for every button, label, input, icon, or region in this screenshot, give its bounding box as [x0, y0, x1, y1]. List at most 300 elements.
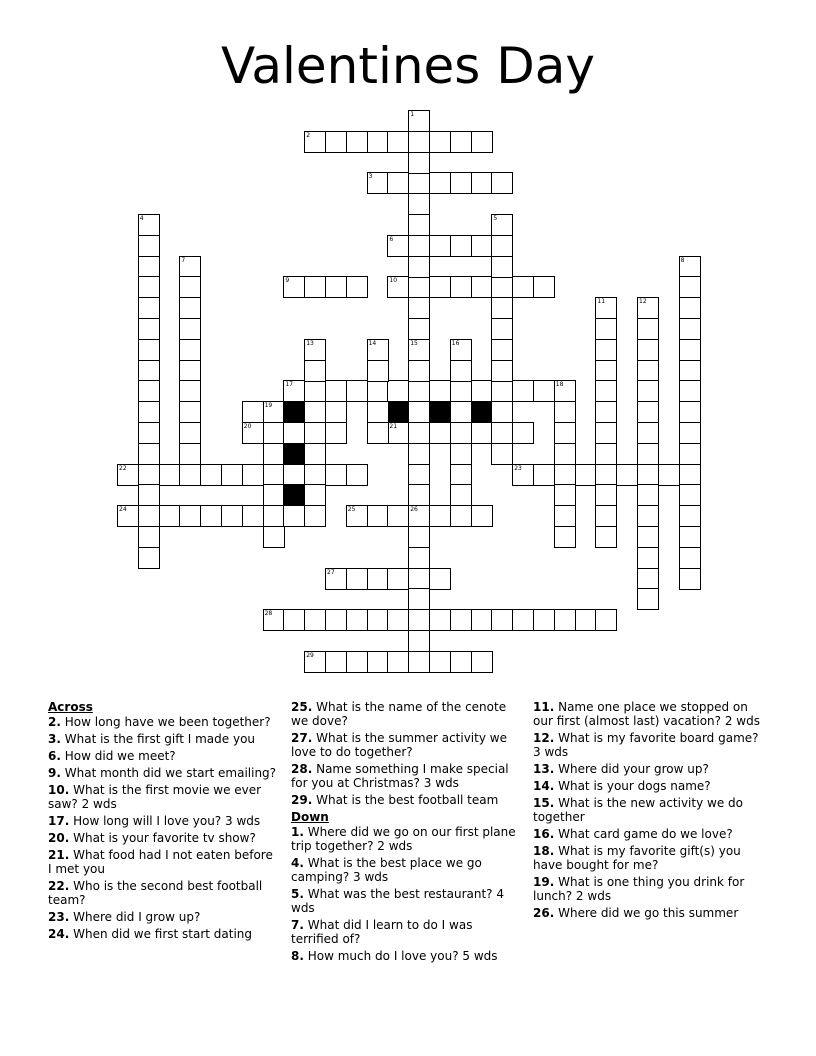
crossword-cell[interactable]: [679, 401, 701, 423]
crossword-cell[interactable]: [304, 484, 326, 506]
crossword-cell[interactable]: [283, 505, 305, 527]
crossword-cell[interactable]: [367, 360, 389, 382]
crossword-cell[interactable]: [387, 505, 409, 527]
crossword-cell[interactable]: [408, 360, 430, 382]
crossword-cell[interactable]: [450, 464, 472, 486]
crossword-cell[interactable]: [554, 526, 576, 548]
crossword-cell[interactable]: [637, 547, 659, 569]
crossword-cell[interactable]: [325, 380, 347, 402]
crossword-cell[interactable]: [408, 630, 430, 652]
crossword-cell[interactable]: [637, 339, 659, 361]
crossword-cell[interactable]: [263, 401, 285, 423]
clue-number: 6.: [48, 749, 61, 763]
crossword-cell[interactable]: [554, 443, 576, 465]
crossword-cell[interactable]: [408, 568, 430, 590]
crossword-cell[interactable]: [179, 360, 201, 382]
grid-number: 6: [389, 235, 394, 243]
crossword-cell[interactable]: [367, 505, 389, 527]
crossword-cell[interactable]: [450, 422, 472, 444]
crossword-cell[interactable]: [429, 422, 451, 444]
crossword-cell[interactable]: [679, 484, 701, 506]
grid-number: 13: [306, 339, 314, 347]
crossword-cell[interactable]: [367, 651, 389, 673]
crossword-cell[interactable]: [346, 131, 368, 153]
crossword-cell[interactable]: [679, 318, 701, 340]
crossword-cell[interactable]: [179, 380, 201, 402]
crossword-cell[interactable]: [679, 443, 701, 465]
clue-text: What is your favorite tv show?: [73, 831, 256, 845]
crossword-cell[interactable]: [491, 297, 513, 319]
crossword-cell[interactable]: [491, 235, 513, 257]
clue-item: [48, 749, 280, 763]
crossword-cell[interactable]: [595, 380, 617, 402]
crossword-cell[interactable]: [554, 484, 576, 506]
crossword-cell[interactable]: [346, 568, 368, 590]
clue-number: 1.: [291, 825, 304, 839]
crossword-cell[interactable]: [450, 505, 472, 527]
crossword-cell[interactable]: [429, 276, 451, 298]
crossword-cell[interactable]: [595, 360, 617, 382]
clues-column-3: [533, 700, 765, 923]
crossword-cell[interactable]: [138, 276, 160, 298]
crossword-block: [283, 401, 305, 423]
crossword-cell[interactable]: [637, 401, 659, 423]
crossword-cell[interactable]: [283, 380, 305, 402]
crossword-cell[interactable]: [325, 276, 347, 298]
crossword-cell[interactable]: [179, 464, 201, 486]
grid-number: 23: [514, 464, 522, 472]
crossword-cell[interactable]: [179, 422, 201, 444]
crossword-cell[interactable]: [595, 484, 617, 506]
crossword-cell[interactable]: [367, 568, 389, 590]
crossword-cell[interactable]: [283, 609, 305, 631]
crossword-cell[interactable]: [679, 256, 701, 278]
crossword-cell[interactable]: [367, 609, 389, 631]
crossword-cell[interactable]: [242, 401, 264, 423]
crossword-cell[interactable]: [138, 380, 160, 402]
crossword-cell[interactable]: [179, 297, 201, 319]
clue-number: 18.: [533, 844, 555, 858]
crossword-cell[interactable]: [159, 464, 181, 486]
crossword-cell[interactable]: [138, 360, 160, 382]
grid-number: 14: [368, 339, 377, 347]
crossword-cell[interactable]: [408, 339, 430, 361]
crossword-cell[interactable]: [679, 360, 701, 382]
crossword-cell[interactable]: [429, 568, 451, 590]
clue-number: 13.: [533, 762, 555, 776]
crossword-cell[interactable]: [117, 505, 139, 527]
crossword-cell[interactable]: [595, 526, 617, 548]
crossword-cell[interactable]: [637, 484, 659, 506]
crossword-cell[interactable]: [387, 276, 409, 298]
crossword-cell[interactable]: [595, 609, 617, 631]
crossword-cell[interactable]: [512, 380, 534, 402]
clue-number: 14.: [533, 779, 555, 793]
crossword-cell[interactable]: [491, 339, 513, 361]
crossword-cell[interactable]: [491, 360, 513, 382]
crossword-cell[interactable]: [554, 401, 576, 423]
crossword-cell[interactable]: [679, 339, 701, 361]
crossword-cell[interactable]: [325, 464, 347, 486]
crossword-cell[interactable]: [138, 484, 160, 506]
crossword-cell[interactable]: [387, 235, 409, 257]
clue-item: [48, 910, 280, 924]
crossword-cell[interactable]: [408, 235, 430, 257]
crossword-cell[interactable]: [263, 505, 285, 527]
crossword-cell[interactable]: [263, 422, 285, 444]
crossword-cell[interactable]: [554, 609, 576, 631]
clue-text: What is the first gift I made you: [64, 732, 256, 746]
crossword-cell[interactable]: [450, 339, 472, 361]
crossword-cell[interactable]: [325, 131, 347, 153]
crossword-cell[interactable]: [367, 339, 389, 361]
crossword-cell[interactable]: [179, 256, 201, 278]
crossword-cell[interactable]: [429, 131, 451, 153]
crossword-cell[interactable]: [138, 235, 160, 257]
crossword-cell[interactable]: [138, 297, 160, 319]
crossword-cell[interactable]: [263, 484, 285, 506]
crossword-cell[interactable]: [304, 360, 326, 382]
crossword-cell[interactable]: [637, 568, 659, 590]
crossword-cell[interactable]: [554, 422, 576, 444]
crossword-cell[interactable]: [575, 609, 597, 631]
clue-number: 7.: [291, 918, 304, 932]
crossword-cell[interactable]: [637, 588, 659, 610]
crossword-cell[interactable]: [138, 422, 160, 444]
crossword-cell[interactable]: [679, 505, 701, 527]
clue-text: What is the name of the cenote we dove?: [291, 700, 507, 728]
clue-number: 29.: [291, 793, 313, 807]
crossword-cell[interactable]: [408, 422, 430, 444]
crossword-cell[interactable]: [512, 276, 534, 298]
crossword-cell[interactable]: [429, 609, 451, 631]
crossword-cell[interactable]: [117, 464, 139, 486]
crossword-cell[interactable]: [138, 505, 160, 527]
crossword-cell[interactable]: [408, 214, 430, 236]
clue-item: [533, 875, 765, 903]
crossword-cell[interactable]: [221, 464, 243, 486]
crossword-cell[interactable]: [387, 609, 409, 631]
crossword-cell[interactable]: [429, 651, 451, 673]
crossword-block: [471, 401, 493, 423]
crossword-cell[interactable]: [533, 276, 555, 298]
crossword-cell[interactable]: [533, 464, 555, 486]
crossword-cell[interactable]: [471, 380, 493, 402]
crossword-cell[interactable]: [595, 401, 617, 423]
crossword-cell[interactable]: [637, 443, 659, 465]
crossword-cell[interactable]: [200, 505, 222, 527]
crossword-cell[interactable]: [679, 464, 701, 486]
crossword-cell[interactable]: [304, 401, 326, 423]
crossword-cell[interactable]: [367, 401, 389, 423]
clue-text: What card game do we love?: [558, 827, 733, 841]
crossword-cell[interactable]: [429, 235, 451, 257]
crossword-cell[interactable]: [491, 443, 513, 465]
crossword-cell[interactable]: [408, 131, 430, 153]
crossword-cell[interactable]: [179, 318, 201, 340]
crossword-cell[interactable]: [491, 401, 513, 423]
crossword-cell[interactable]: [450, 380, 472, 402]
crossword-cell[interactable]: [408, 443, 430, 465]
crossword-cell[interactable]: [242, 505, 264, 527]
crossword-cell[interactable]: [138, 443, 160, 465]
crossword-cell[interactable]: [616, 464, 638, 486]
clue-number: 27.: [291, 731, 313, 745]
crossword-cell[interactable]: [471, 651, 493, 673]
crossword-cell[interactable]: [450, 172, 472, 194]
crossword-cell[interactable]: [533, 380, 555, 402]
crossword-cell[interactable]: [491, 422, 513, 444]
crossword-cell[interactable]: [491, 318, 513, 340]
clue-number: 20.: [48, 831, 70, 845]
crossword-cell[interactable]: [325, 422, 347, 444]
crossword-cell[interactable]: [595, 505, 617, 527]
clue-text: Where did your grow up?: [558, 762, 709, 776]
grid-number: 21: [389, 423, 398, 430]
crossword-cell[interactable]: [408, 380, 430, 402]
crossword-cell[interactable]: [450, 235, 472, 257]
crossword-cell[interactable]: [408, 152, 430, 174]
crossword-cell[interactable]: [304, 443, 326, 465]
crossword-cell[interactable]: [346, 464, 368, 486]
crossword-cell[interactable]: [679, 276, 701, 298]
crossword-cell[interactable]: [283, 276, 305, 298]
crossword-cell[interactable]: [346, 380, 368, 402]
crossword-cell[interactable]: [200, 464, 222, 486]
crossword-cell[interactable]: [367, 422, 389, 444]
crossword-cell[interactable]: [304, 422, 326, 444]
crossword-cell[interactable]: [346, 505, 368, 527]
crossword-cell[interactable]: [138, 214, 160, 236]
crossword-cell[interactable]: [138, 256, 160, 278]
crossword-cell[interactable]: [221, 505, 243, 527]
crossword-cell[interactable]: [408, 547, 430, 569]
crossword-cell[interactable]: [408, 318, 430, 340]
crossword-cell[interactable]: [179, 339, 201, 361]
crossword-cell[interactable]: [304, 380, 326, 402]
crossword-cell[interactable]: [471, 131, 493, 153]
clue-number: 25.: [291, 700, 313, 714]
crossword-cell[interactable]: [637, 380, 659, 402]
clue-text: What is the first movie we ever saw? 2 wds: [48, 783, 262, 811]
crossword-cell[interactable]: [304, 609, 326, 631]
crossword-cell[interactable]: [283, 422, 305, 444]
crossword-cell[interactable]: [304, 651, 326, 673]
crossword-cell[interactable]: [637, 318, 659, 340]
crossword-cell[interactable]: [471, 172, 493, 194]
clue-number: 22.: [48, 879, 70, 893]
crossword-cell[interactable]: [450, 609, 472, 631]
crossword-cell[interactable]: [387, 380, 409, 402]
crossword-cell[interactable]: [637, 505, 659, 527]
clue-text: How long have we been together?: [64, 715, 271, 729]
crossword-cell[interactable]: [242, 464, 264, 486]
crossword-cell[interactable]: [242, 422, 264, 444]
crossword-cell[interactable]: [325, 401, 347, 423]
crossword-cell[interactable]: [429, 505, 451, 527]
crossword-cell[interactable]: [408, 401, 430, 423]
crossword-cell[interactable]: [179, 443, 201, 465]
crossword-cell[interactable]: [471, 609, 493, 631]
crossword-cell[interactable]: [408, 526, 430, 548]
crossword-cell[interactable]: [138, 526, 160, 548]
clue-text: Name something I make special for you at Christmas? 3 wds: [291, 762, 509, 790]
crossword-cell[interactable]: [679, 547, 701, 569]
crossword-cell[interactable]: [471, 235, 493, 257]
grid-number: 7: [181, 256, 186, 264]
crossword-cell[interactable]: [367, 380, 389, 402]
crossword-cell[interactable]: [491, 276, 513, 298]
crossword-cell[interactable]: [491, 380, 513, 402]
crossword-cell[interactable]: [263, 609, 285, 631]
crossword-cell[interactable]: [595, 318, 617, 340]
crossword-cell[interactable]: [595, 422, 617, 444]
crossword-cell[interactable]: [450, 276, 472, 298]
crossword-cell[interactable]: [450, 651, 472, 673]
crossword-cell[interactable]: [512, 609, 534, 631]
crossword-cell[interactable]: [346, 276, 368, 298]
grid-number: 29: [306, 651, 314, 659]
crossword-cell[interactable]: [159, 505, 181, 527]
crossword-cell[interactable]: [263, 464, 285, 486]
crossword-cell[interactable]: [138, 401, 160, 423]
crossword-cell[interactable]: [304, 505, 326, 527]
crossword-cell[interactable]: [283, 464, 305, 486]
crossword-cell[interactable]: [679, 297, 701, 319]
crossword-cell[interactable]: [637, 360, 659, 382]
clue-number: 2.: [48, 715, 61, 729]
crossword-cell[interactable]: [450, 401, 472, 423]
crossword-cell[interactable]: [387, 131, 409, 153]
crossword-cell[interactable]: [491, 256, 513, 278]
clue-item: [291, 700, 523, 728]
crossword-cell[interactable]: [263, 443, 285, 465]
clues-heading: Down: [291, 810, 329, 824]
crossword-cell[interactable]: [408, 651, 430, 673]
crossword-cell[interactable]: [429, 380, 451, 402]
crossword-cell[interactable]: [179, 505, 201, 527]
crossword-cell[interactable]: [138, 318, 160, 340]
clue-item: [48, 732, 280, 746]
crossword-cell[interactable]: [554, 464, 576, 486]
crossword-cell[interactable]: [533, 609, 555, 631]
crossword-cell[interactable]: [138, 339, 160, 361]
crossword-cell[interactable]: [637, 422, 659, 444]
crossword-cell[interactable]: [408, 276, 430, 298]
crossword-cell[interactable]: [658, 464, 680, 486]
crossword-cell[interactable]: [575, 464, 597, 486]
crossword-cell[interactable]: [408, 505, 430, 527]
crossword-cell[interactable]: [491, 172, 513, 194]
crossword-cell[interactable]: [512, 422, 534, 444]
crossword-cell[interactable]: [304, 276, 326, 298]
crossword-cell[interactable]: [387, 172, 409, 194]
crossword-cell[interactable]: [512, 464, 534, 486]
crossword-cell[interactable]: [408, 464, 430, 486]
crossword-cell[interactable]: [408, 110, 430, 132]
crossword-cell[interactable]: [450, 443, 472, 465]
crossword-cell[interactable]: [637, 526, 659, 548]
crossword-cell[interactable]: [367, 172, 389, 194]
crossword-cell[interactable]: [408, 484, 430, 506]
crossword-cell[interactable]: [595, 297, 617, 319]
crossword-cell[interactable]: [637, 464, 659, 486]
crossword-cell[interactable]: [679, 568, 701, 590]
clue-number: 21.: [48, 848, 70, 862]
clue-item: [533, 700, 765, 728]
crossword-cell[interactable]: [471, 505, 493, 527]
crossword-cell[interactable]: [450, 131, 472, 153]
crossword-cell[interactable]: [263, 526, 285, 548]
crossword-cell[interactable]: [491, 609, 513, 631]
crossword-cell[interactable]: [554, 505, 576, 527]
clue-number: 4.: [291, 856, 304, 870]
crossword-cell[interactable]: [304, 131, 326, 153]
clue-number: 17.: [48, 814, 70, 828]
crossword-cell[interactable]: [346, 651, 368, 673]
crossword-cell[interactable]: [491, 214, 513, 236]
grid-number: 11: [597, 298, 606, 306]
clue-text: What food had I not eaten before I met you: [48, 848, 273, 876]
crossword-cell[interactable]: [325, 651, 347, 673]
crossword-cell[interactable]: [304, 464, 326, 486]
clue-text: What month did we start emailing?: [64, 766, 277, 780]
crossword-cell[interactable]: [387, 568, 409, 590]
crossword-cell[interactable]: [554, 380, 576, 402]
crossword-cell[interactable]: [179, 276, 201, 298]
crossword-cell[interactable]: [304, 339, 326, 361]
crossword-cell[interactable]: [679, 422, 701, 444]
clue-item: [291, 793, 523, 807]
crossword-cell[interactable]: [595, 443, 617, 465]
crossword-cell[interactable]: [679, 526, 701, 548]
crossword-cell[interactable]: [138, 547, 160, 569]
clue-number: 24.: [48, 927, 70, 941]
clue-item: [533, 796, 765, 824]
crossword-cell[interactable]: [346, 609, 368, 631]
crossword-cell[interactable]: [595, 339, 617, 361]
crossword-cell[interactable]: [138, 464, 160, 486]
crossword-cell[interactable]: [679, 380, 701, 402]
crossword-cell[interactable]: [408, 256, 430, 278]
crossword-cell[interactable]: [471, 276, 493, 298]
crossword-cell[interactable]: [179, 401, 201, 423]
clue-text: How did we meet?: [64, 749, 176, 763]
crossword-cell[interactable]: [408, 193, 430, 215]
crossword-cell[interactable]: [471, 422, 493, 444]
crossword-cell[interactable]: [450, 360, 472, 382]
crossword-cell[interactable]: [637, 297, 659, 319]
crossword-cell[interactable]: [408, 172, 430, 194]
crossword-cell[interactable]: [325, 568, 347, 590]
crossword-cell[interactable]: [450, 484, 472, 506]
grid-number: 18: [555, 381, 564, 389]
crossword-cell[interactable]: [408, 609, 430, 631]
clue-text: What is the summer activity we love to do together?: [291, 731, 507, 759]
clue-item: [291, 949, 523, 963]
crossword-cell[interactable]: [387, 422, 409, 444]
crossword-cell[interactable]: [387, 651, 409, 673]
clue-item: [48, 814, 280, 828]
crossword-cell[interactable]: [367, 131, 389, 153]
grid-number: 24: [119, 506, 127, 514]
crossword-cell[interactable]: [429, 172, 451, 194]
clue-item: [291, 918, 523, 946]
crossword-cell[interactable]: [595, 464, 617, 486]
crossword-cell[interactable]: [325, 609, 347, 631]
crossword-cell[interactable]: [408, 297, 430, 319]
crossword-cell[interactable]: [408, 588, 430, 610]
